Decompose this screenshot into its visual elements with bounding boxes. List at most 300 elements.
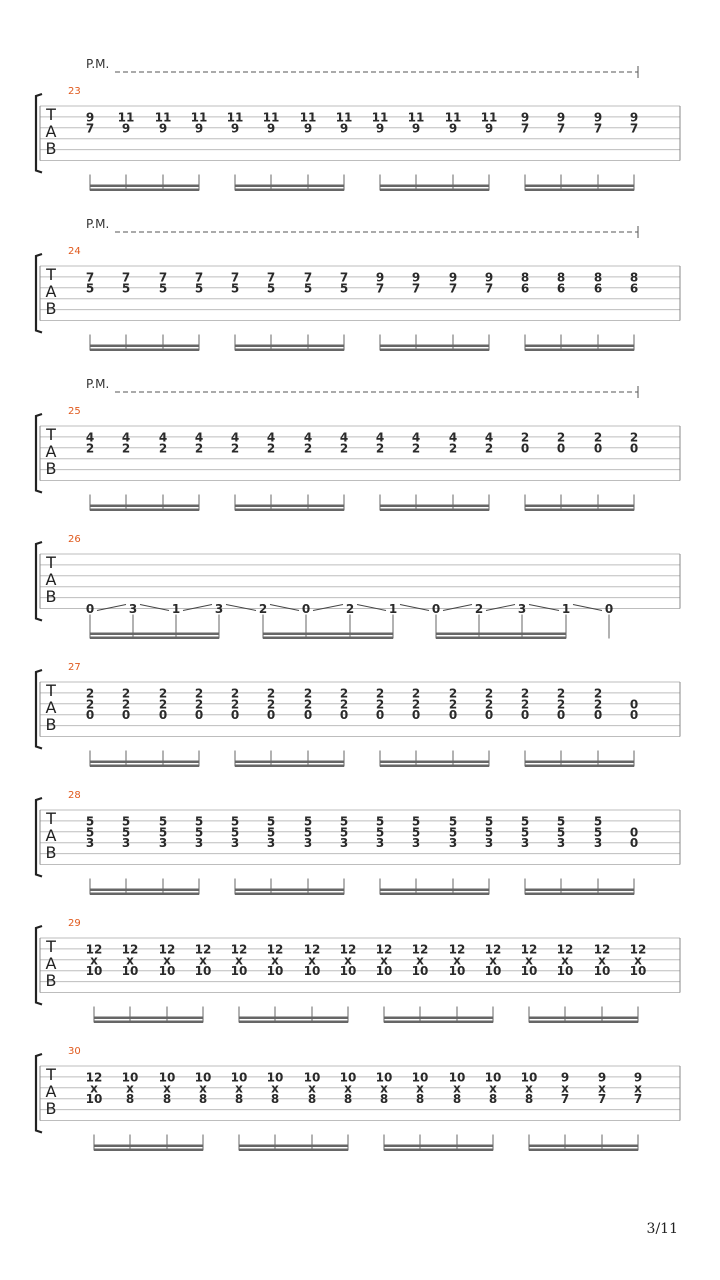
beam-secondary — [263, 637, 393, 640]
fret-number: 8 — [307, 1092, 317, 1107]
fret-number: 7 — [85, 121, 95, 136]
beam-secondary — [239, 1021, 348, 1024]
beam-secondary — [380, 189, 489, 192]
fret-number: x — [380, 1081, 388, 1096]
measure-number: 26 — [68, 534, 81, 545]
fret-number: 5 — [194, 281, 204, 296]
fret-number: 6 — [520, 281, 530, 296]
tab-clef-letter: T — [46, 425, 56, 444]
fret-number: 5 — [339, 814, 349, 829]
tab-clef-letter: T — [46, 265, 56, 284]
fret-number: 5 — [158, 814, 168, 829]
fret-number: 5 — [411, 814, 421, 829]
fret-number: 5 — [375, 825, 385, 840]
beam-primary — [239, 1145, 348, 1148]
fret-number: 2 — [556, 686, 566, 701]
tab-clef-letter: B — [45, 299, 57, 318]
fret-number: 5 — [411, 825, 421, 840]
fret-number: 0 — [604, 602, 614, 616]
beam-primary — [384, 1145, 493, 1148]
measure-number: 28 — [68, 790, 81, 801]
fret-number: 5 — [85, 814, 95, 829]
fret-number: 8 — [593, 270, 603, 285]
fret-number: 2 — [339, 697, 349, 712]
fret-number: 5 — [520, 814, 530, 829]
fret-number: 2 — [484, 441, 494, 456]
fret-number: 10 — [339, 964, 357, 979]
tab-clef-letter: A — [45, 698, 57, 717]
beam-primary — [529, 1017, 638, 1020]
beam-primary — [94, 1017, 203, 1020]
measure-number: 24 — [68, 246, 81, 257]
fret-number: 1 — [561, 602, 571, 616]
beam-secondary — [380, 893, 489, 896]
fret-number: 7 — [593, 121, 603, 136]
fret-number: x — [199, 953, 207, 968]
fret-number: x — [308, 953, 316, 968]
fret-number: 0 — [301, 602, 311, 616]
beam-secondary — [525, 765, 634, 768]
tab-clef-letter: A — [45, 570, 57, 589]
measure-number: 30 — [68, 1046, 81, 1057]
fret-number: x — [634, 953, 642, 968]
fret-number: 2 — [520, 430, 530, 445]
slide-line — [357, 605, 386, 611]
tab-clef-letter: B — [45, 971, 57, 990]
fret-number: 10 — [85, 1092, 103, 1107]
palm-mute-label: P.M. — [86, 57, 110, 71]
fret-number: 3 — [214, 602, 224, 616]
beam-secondary — [525, 189, 634, 192]
fret-number: 0 — [158, 708, 168, 723]
fret-number: 7 — [520, 121, 530, 136]
tab-clef-letter: B — [45, 843, 57, 862]
fret-number: 12 — [629, 942, 647, 957]
fret-number: 10 — [375, 1070, 393, 1085]
fret-number: 3 — [194, 836, 204, 851]
fret-number: 11 — [335, 110, 353, 125]
fret-number: 4 — [303, 430, 313, 445]
slide-line — [573, 605, 602, 611]
fret-number: 0 — [339, 708, 349, 723]
beam-primary — [90, 761, 199, 764]
fret-number: 5 — [158, 825, 168, 840]
fret-number: 0 — [431, 602, 441, 616]
fret-number: 4 — [484, 430, 494, 445]
fret-number: 5 — [266, 814, 276, 829]
fret-number: 0 — [448, 708, 458, 723]
fret-number: 2 — [411, 441, 421, 456]
fret-number: 4 — [158, 430, 168, 445]
fret-number: 3 — [339, 836, 349, 851]
fret-number: 12 — [556, 942, 574, 957]
beam-secondary — [239, 1149, 348, 1152]
fret-number: 2 — [258, 602, 268, 616]
fret-number: 5 — [520, 825, 530, 840]
fret-number: x — [271, 1081, 279, 1096]
fret-number: 12 — [266, 942, 284, 957]
beam-primary — [90, 345, 199, 348]
fret-number: 4 — [448, 430, 458, 445]
fret-number: 9 — [375, 270, 385, 285]
fret-number: 4 — [339, 430, 349, 445]
fret-number: 0 — [266, 708, 276, 723]
tab-clef-letter: B — [45, 459, 57, 478]
tab-clef-letter: T — [46, 1065, 56, 1084]
fret-number: 3 — [230, 836, 240, 851]
fret-number: 2 — [158, 697, 168, 712]
fret-number: 0 — [520, 708, 530, 723]
slide-line — [400, 605, 429, 611]
fret-number: x — [489, 1081, 497, 1096]
fret-number: 11 — [262, 110, 280, 125]
fret-number: 5 — [266, 825, 276, 840]
fret-number: 10 — [520, 964, 538, 979]
fret-number: 5 — [194, 825, 204, 840]
fret-number: 9 — [556, 110, 566, 125]
fret-number: 2 — [345, 602, 355, 616]
fret-number: 11 — [190, 110, 208, 125]
fret-number: 0 — [194, 708, 204, 723]
fret-number: 5 — [303, 814, 313, 829]
fret-number: 9 — [593, 110, 603, 125]
beam-primary — [525, 761, 634, 764]
fret-number: 5 — [158, 281, 168, 296]
fret-number: x — [126, 1081, 134, 1096]
beam-secondary — [90, 349, 199, 352]
fret-number: 3 — [556, 836, 566, 851]
fret-number: 3 — [303, 836, 313, 851]
fret-number: 10 — [194, 964, 212, 979]
beam-primary — [90, 185, 199, 188]
fret-number: 3 — [448, 836, 458, 851]
tab-clef-letter: A — [45, 1082, 57, 1101]
fret-number: 7 — [194, 270, 204, 285]
slide-line — [140, 605, 169, 611]
fret-number: 2 — [629, 430, 639, 445]
fret-number: 9 — [158, 121, 168, 136]
fret-number: 11 — [444, 110, 462, 125]
fret-number: 2 — [474, 602, 484, 616]
fret-number: x — [525, 953, 533, 968]
beam-secondary — [90, 509, 199, 512]
fret-number: 2 — [520, 697, 530, 712]
tab-clef-letter: A — [45, 826, 57, 845]
fret-number: x — [634, 1081, 642, 1096]
fret-number: 2 — [448, 686, 458, 701]
fret-number: 5 — [484, 825, 494, 840]
measure-number: 23 — [68, 86, 81, 97]
tab-clef-letter: T — [46, 105, 56, 124]
slide-line — [443, 605, 472, 611]
fret-number: 12 — [339, 942, 357, 957]
fret-number: 10 — [629, 964, 647, 979]
beam-primary — [239, 1017, 348, 1020]
fret-number: 2 — [375, 441, 385, 456]
fret-number: 2 — [194, 686, 204, 701]
fret-number: 0 — [484, 708, 494, 723]
fret-number: 2 — [266, 697, 276, 712]
tab-clef-letter: B — [45, 139, 57, 158]
fret-number: x — [90, 1081, 98, 1096]
beam-secondary — [90, 893, 199, 896]
fret-number: 3 — [85, 836, 95, 851]
beam-primary — [90, 889, 199, 892]
fret-number: x — [271, 953, 279, 968]
fret-number: 10 — [375, 964, 393, 979]
fret-number: 6 — [629, 281, 639, 296]
beam-secondary — [94, 1021, 203, 1024]
fret-number: 3 — [375, 836, 385, 851]
fret-number: 2 — [121, 697, 131, 712]
fret-number: 5 — [556, 814, 566, 829]
fret-number: 7 — [158, 270, 168, 285]
fret-number: 2 — [266, 441, 276, 456]
beam-secondary — [525, 893, 634, 896]
fret-number: 8 — [556, 270, 566, 285]
tab-clef-letter: B — [45, 587, 57, 606]
fret-number: 3 — [593, 836, 603, 851]
fret-number: 7 — [375, 281, 385, 296]
fret-number: 10 — [520, 1070, 538, 1085]
beam-primary — [525, 889, 634, 892]
fret-number: 4 — [85, 430, 95, 445]
fret-number: x — [163, 953, 171, 968]
fret-number: 12 — [593, 942, 611, 957]
fret-number: 2 — [303, 697, 313, 712]
palm-mute-label: P.M. — [86, 217, 110, 231]
fret-number: 9 — [339, 121, 349, 136]
beam-primary — [436, 633, 566, 636]
fret-number: 11 — [407, 110, 425, 125]
fret-number: 2 — [593, 686, 603, 701]
beam-primary — [235, 505, 344, 508]
fret-number: 2 — [375, 697, 385, 712]
fret-number: 4 — [266, 430, 276, 445]
fret-number: 0 — [303, 708, 313, 723]
fret-number: 0 — [411, 708, 421, 723]
fret-number: 2 — [85, 441, 95, 456]
fret-number: x — [598, 953, 606, 968]
fret-number: 12 — [121, 942, 139, 957]
beam-primary — [380, 761, 489, 764]
fret-number: 12 — [484, 942, 502, 957]
fret-number: 9 — [230, 121, 240, 136]
fret-number: 10 — [339, 1070, 357, 1085]
beam-secondary — [90, 637, 219, 640]
fret-number: 9 — [629, 110, 639, 125]
beam-secondary — [384, 1149, 493, 1152]
beam-secondary — [436, 637, 566, 640]
beam-secondary — [94, 1149, 203, 1152]
beam-primary — [380, 889, 489, 892]
slide-line — [226, 605, 256, 611]
fret-number: x — [561, 953, 569, 968]
fret-number: 8 — [379, 1092, 389, 1107]
fret-number: 10 — [411, 964, 429, 979]
fret-number: 2 — [484, 697, 494, 712]
fret-number: 8 — [125, 1092, 135, 1107]
fret-number: 5 — [230, 281, 240, 296]
fret-number: 2 — [520, 686, 530, 701]
fret-number: x — [90, 953, 98, 968]
beam-primary — [380, 185, 489, 188]
fret-number: 9 — [520, 110, 530, 125]
fret-number: 0 — [230, 708, 240, 723]
beam-primary — [525, 505, 634, 508]
fret-number: 0 — [629, 825, 639, 840]
fret-number: 5 — [303, 825, 313, 840]
fret-number: 7 — [484, 281, 494, 296]
fret-number: x — [416, 1081, 424, 1096]
beam-primary — [525, 185, 634, 188]
fret-number: 7 — [85, 270, 95, 285]
fret-number: 3 — [128, 602, 138, 616]
beam-secondary — [525, 509, 634, 512]
palm-mute-label: P.M. — [86, 377, 110, 391]
fret-number: x — [598, 1081, 606, 1096]
fret-number: x — [453, 1081, 461, 1096]
beam-secondary — [235, 349, 344, 352]
beam-primary — [90, 505, 199, 508]
fret-number: 2 — [230, 441, 240, 456]
fret-number: 11 — [117, 110, 135, 125]
fret-number: 8 — [452, 1092, 462, 1107]
fret-number: x — [525, 1081, 533, 1096]
fret-number: 2 — [303, 441, 313, 456]
fret-number: 3 — [158, 836, 168, 851]
fret-number: 2 — [85, 686, 95, 701]
fret-number: 8 — [488, 1092, 498, 1107]
fret-number: 10 — [266, 964, 284, 979]
fret-number: 10 — [266, 1070, 284, 1085]
fret-number: 3 — [121, 836, 131, 851]
beam-secondary — [90, 765, 199, 768]
fret-number: 4 — [411, 430, 421, 445]
fret-number: 11 — [226, 110, 244, 125]
fret-number: 10 — [158, 1070, 176, 1085]
fret-number: x — [489, 953, 497, 968]
fret-number: 0 — [556, 708, 566, 723]
fret-number: 8 — [198, 1092, 208, 1107]
beam-secondary — [235, 189, 344, 192]
fret-number: 10 — [303, 964, 321, 979]
fret-number: x — [344, 1081, 352, 1096]
fret-number: 7 — [597, 1092, 607, 1107]
fret-number: 9 — [121, 121, 131, 136]
fret-number: x — [235, 953, 243, 968]
fret-number: 5 — [85, 825, 95, 840]
fret-number: 2 — [85, 697, 95, 712]
fret-number: 5 — [556, 825, 566, 840]
fret-number: 5 — [375, 814, 385, 829]
beam-secondary — [380, 765, 489, 768]
beam-secondary — [235, 893, 344, 896]
fret-number: 2 — [121, 441, 131, 456]
beam-primary — [380, 505, 489, 508]
fret-number: 4 — [375, 430, 385, 445]
fret-number: 3 — [520, 836, 530, 851]
fret-number: 2 — [194, 697, 204, 712]
fret-number: 8 — [162, 1092, 172, 1107]
fret-number: x — [126, 953, 134, 968]
fret-number: 10 — [158, 964, 176, 979]
fret-number: 1 — [388, 602, 398, 616]
fret-number: 3 — [484, 836, 494, 851]
tab-clef-letter: T — [46, 553, 56, 572]
fret-number: 6 — [593, 281, 603, 296]
fret-number: 5 — [121, 825, 131, 840]
fret-number: x — [163, 1081, 171, 1096]
fret-number: 10 — [593, 964, 611, 979]
fret-number: 3 — [517, 602, 527, 616]
fret-number: 0 — [556, 441, 566, 456]
tab-clef-letter: B — [45, 1099, 57, 1118]
fret-number: 2 — [121, 686, 131, 701]
fret-number: 9 — [633, 1070, 643, 1085]
fret-number: 9 — [448, 270, 458, 285]
fret-number: 10 — [121, 964, 139, 979]
fret-number: 12 — [375, 942, 393, 957]
fret-number: 5 — [593, 825, 603, 840]
fret-number: 8 — [629, 270, 639, 285]
fret-number: 2 — [303, 686, 313, 701]
beam-primary — [90, 633, 219, 636]
fret-number: 8 — [415, 1092, 425, 1107]
fret-number: 9 — [303, 121, 313, 136]
fret-number: 8 — [343, 1092, 353, 1107]
fret-number: 9 — [194, 121, 204, 136]
fret-number: 9 — [597, 1070, 607, 1085]
fret-number: 2 — [411, 697, 421, 712]
fret-number: 4 — [230, 430, 240, 445]
fret-number: 9 — [448, 121, 458, 136]
beam-primary — [263, 633, 393, 636]
slide-line — [183, 605, 212, 611]
fret-number: 11 — [480, 110, 498, 125]
fret-number: 2 — [266, 686, 276, 701]
fret-number: 0 — [629, 836, 639, 851]
fret-number: 9 — [560, 1070, 570, 1085]
tab-clef-letter: A — [45, 954, 57, 973]
fret-number: 7 — [230, 270, 240, 285]
page-number: 3/11 — [646, 1221, 678, 1237]
beam-secondary — [380, 349, 489, 352]
beam-secondary — [529, 1149, 638, 1152]
fret-number: 8 — [520, 270, 530, 285]
fret-number: 12 — [194, 942, 212, 957]
fret-number: 2 — [194, 441, 204, 456]
slide-line — [313, 605, 343, 611]
fret-number: x — [561, 1081, 569, 1096]
beam-secondary — [384, 1021, 493, 1024]
fret-number: 7 — [560, 1092, 570, 1107]
fret-number: 2 — [556, 430, 566, 445]
fret-number: 7 — [121, 270, 131, 285]
fret-number: 10 — [448, 964, 466, 979]
tab-clef-letter: T — [46, 809, 56, 828]
beam-secondary — [529, 1021, 638, 1024]
fret-number: 3 — [411, 836, 421, 851]
fret-number: 7 — [633, 1092, 643, 1107]
fret-number: 5 — [303, 281, 313, 296]
beam-primary — [384, 1017, 493, 1020]
fret-number: 8 — [234, 1092, 244, 1107]
fret-number: x — [344, 953, 352, 968]
fret-number: 7 — [303, 270, 313, 285]
slide-line — [529, 605, 559, 611]
fret-number: 0 — [629, 441, 639, 456]
